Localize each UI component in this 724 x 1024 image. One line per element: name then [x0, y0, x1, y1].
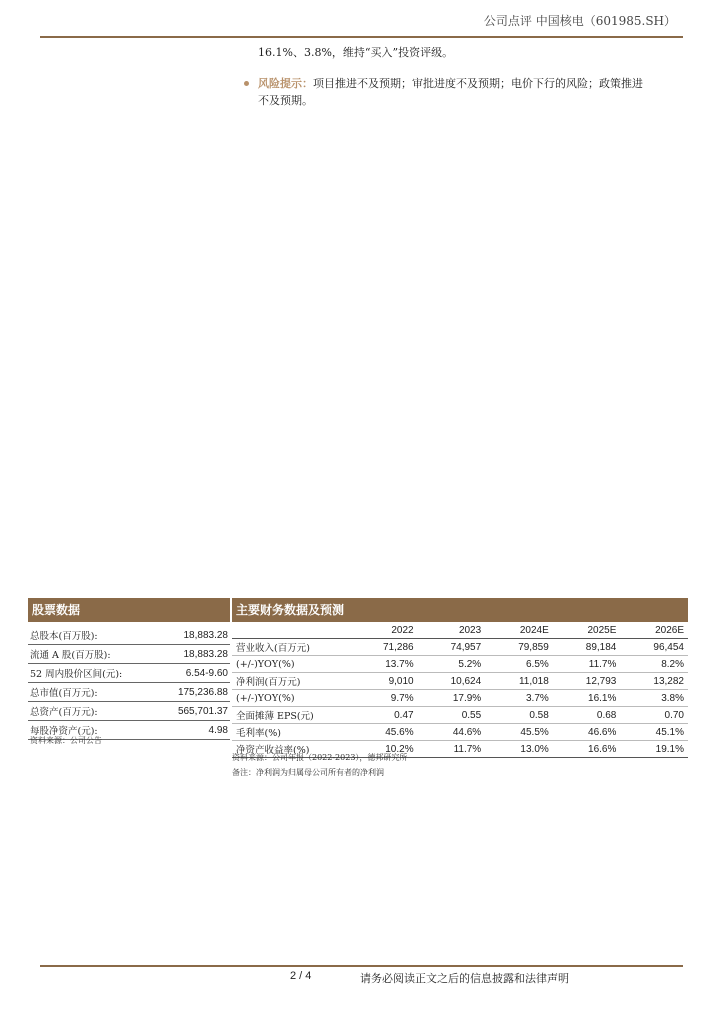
cell-value: 10,624	[418, 673, 486, 690]
header-blank	[232, 622, 350, 639]
cell-value: 74,957	[418, 639, 486, 656]
cell-value: 16.6%	[553, 741, 621, 758]
cell-value: 16.1%	[553, 690, 621, 707]
cell-value: 3.7%	[485, 690, 553, 707]
cell-value: 0.68	[553, 707, 621, 724]
stock-source: 资料来源：公司公告	[30, 736, 102, 745]
column-header: 2026E	[620, 622, 688, 639]
column-header: 2022	[350, 622, 418, 639]
row-label: 净资产收益率(%)	[232, 741, 350, 758]
stock-label: 流通 A 股(百万股):	[28, 645, 157, 664]
cell-value: 0.58	[485, 707, 553, 724]
financial-data-title: 主要财务数据及预测	[232, 598, 688, 622]
cell-value: 13.0%	[485, 741, 553, 758]
row-label: (+/-)YOY(%)	[232, 656, 350, 673]
stock-label: 52 周内股价区间(元):	[28, 664, 157, 683]
header-rule	[40, 36, 683, 38]
cell-value: 44.6%	[418, 724, 486, 741]
row-label: (+/-)YOY(%)	[232, 690, 350, 707]
stock-label: 总资产(百万元):	[28, 702, 157, 721]
cell-value: 46.6%	[553, 724, 621, 741]
stock-row	[28, 683, 230, 702]
cell-value: 11.7%	[418, 741, 486, 758]
column-header: 2024E	[485, 622, 553, 639]
cell-value: 89,184	[553, 639, 621, 656]
page-number: 2 / 4	[290, 970, 312, 982]
financial-data-table	[232, 622, 688, 758]
cell-value: 17.9%	[418, 690, 486, 707]
cell-value: 0.70	[620, 707, 688, 724]
cell-value: 5.2%	[418, 656, 486, 673]
cell-value: 71,286	[350, 639, 418, 656]
row-label: 净利润(百万元)	[232, 673, 350, 690]
cell-value: 9.7%	[350, 690, 418, 707]
cell-value: 11.7%	[553, 656, 621, 673]
cell-value: 0.47	[350, 707, 418, 724]
stock-data-title: 股票数据	[28, 598, 230, 622]
stock-row	[28, 664, 230, 683]
cell-value: 6.5%	[485, 656, 553, 673]
financial-source: 资料来源：公司年报（2022-2023），德邦研究所	[232, 753, 408, 762]
financial-row	[232, 724, 688, 741]
financial-row	[232, 656, 688, 673]
row-label: 营业收入(百万元)	[232, 639, 350, 656]
column-header: 2023	[418, 622, 486, 639]
financial-row	[232, 639, 688, 656]
cell-value: 0.55	[418, 707, 486, 724]
risk-paragraph	[258, 75, 643, 92]
stock-value: 175,236.88	[157, 683, 230, 702]
stock-row	[28, 626, 230, 645]
row-label: 全面摊薄 EPS(元)	[232, 707, 350, 724]
cell-value: 12,793	[553, 673, 621, 690]
stock-label: 总股本(百万股):	[28, 626, 157, 645]
stock-value: 4.98	[157, 721, 230, 740]
cell-value: 19.1%	[620, 741, 688, 758]
cell-value: 8.2%	[620, 656, 688, 673]
stock-row	[28, 645, 230, 664]
row-label: 毛利率(%)	[232, 724, 350, 741]
stock-row	[28, 702, 230, 721]
risk-label: 风险提示：	[258, 77, 313, 90]
financial-row	[232, 707, 688, 724]
stock-value: 18,883.28	[157, 626, 230, 645]
cell-value: 3.8%	[620, 690, 688, 707]
cell-value: 11,018	[485, 673, 553, 690]
financial-row	[232, 690, 688, 707]
column-header: 2025E	[553, 622, 621, 639]
stock-label: 每股净资产(元):	[28, 721, 157, 740]
cell-value: 45.1%	[620, 724, 688, 741]
header-title: 公司点评 中国核电（601985.SH）	[483, 14, 676, 28]
financial-note: 备注：净利润为归属母公司所有者的净利润	[232, 768, 384, 777]
cell-value: 45.5%	[485, 724, 553, 741]
stock-value: 6.54-9.60	[157, 664, 230, 683]
financial-row	[232, 673, 688, 690]
cell-value: 10.2%	[350, 741, 418, 758]
stock-data-table	[28, 626, 230, 740]
risk-text-2: 不及预期。	[258, 94, 313, 107]
cell-value: 9,010	[350, 673, 418, 690]
footer-rule	[40, 965, 683, 967]
cell-value: 79,859	[485, 639, 553, 656]
stock-label: 总市值(百万元):	[28, 683, 157, 702]
body-line: 16.1%、3.8%，维持“买入”投资评级。	[258, 46, 454, 59]
cell-value: 13.7%	[350, 656, 418, 673]
footer-disclaimer: 请务必阅读正文之后的信息披露和法律声明	[360, 972, 569, 985]
stock-value: 18,883.28	[157, 645, 230, 664]
stock-value: 565,701.37	[157, 702, 230, 721]
risk-text-1: 项目推进不及预期；审批进度不及预期；电价下行的风险；政策推进	[313, 77, 643, 90]
cell-value: 96,454	[620, 639, 688, 656]
cell-value: 45.6%	[350, 724, 418, 741]
bullet-icon	[244, 81, 249, 86]
cell-value: 13,282	[620, 673, 688, 690]
